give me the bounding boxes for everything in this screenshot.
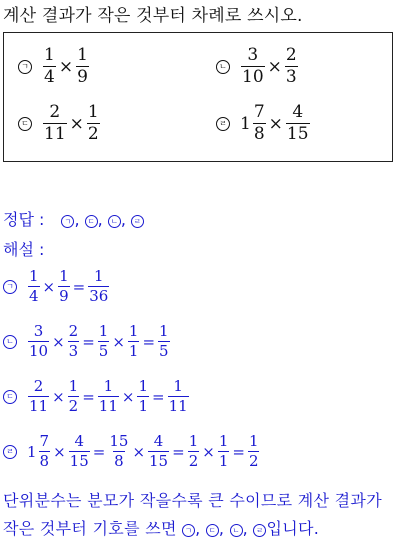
times-sign: ×: [202, 442, 215, 461]
whole-number: 1: [240, 113, 251, 134]
equals-sign: =: [82, 332, 95, 351]
equals-sign: =: [232, 442, 245, 461]
problem-a: [18, 47, 90, 86]
solution-row-c: [3, 379, 190, 414]
fraction: $\frac{1}{11}$: [168, 377, 188, 415]
times-sign: ×: [267, 56, 282, 77]
fraction: $\frac{1}{2}$: [68, 377, 79, 415]
answer-line: 정답 : ㄱ , ㄷ , ㄴ , ㄹ: [3, 207, 144, 230]
equals-sign: =: [152, 387, 165, 406]
fraction: $\frac{2}{3}$: [285, 45, 297, 87]
fraction: $\frac{2}{3}$: [68, 322, 79, 360]
equals-sign: =: [142, 332, 156, 351]
fraction: $\frac{1}{4}$: [29, 267, 39, 305]
marker-rieul: ㄹ: [216, 117, 230, 131]
equals-sign: =: [72, 277, 86, 296]
times-sign: ×: [121, 387, 135, 406]
fraction: $\frac{3}{10}$: [242, 45, 264, 87]
solution-row-a: [3, 269, 110, 304]
fraction: $\frac{1}{1}$: [128, 322, 139, 360]
times-sign: ×: [58, 56, 74, 77]
equals-sign: =: [82, 387, 95, 406]
equals-sign: =: [172, 442, 185, 461]
answer-marker-3: ㄴ: [108, 215, 121, 228]
solution-row-b: [3, 324, 171, 359]
problem-d: [216, 104, 311, 143]
fraction: $\frac{1}{1}$: [218, 432, 229, 470]
problem-b: [216, 47, 299, 86]
times-sign: ×: [42, 277, 56, 296]
marker-giyeok: ㄱ: [18, 60, 32, 74]
times-sign: ×: [112, 332, 125, 351]
marker-nieun: ㄴ: [3, 335, 17, 349]
fraction: $\frac{1}{2}$: [87, 102, 99, 144]
fraction: $\frac{1}{5}$: [98, 322, 109, 360]
explanation-marker-4: ㄹ: [253, 524, 266, 537]
fraction: $\frac{1}{2}$: [248, 432, 259, 470]
explanation-marker-1: ㄱ: [182, 524, 195, 537]
problem-box: [3, 32, 393, 162]
solution-row-d: [3, 434, 260, 469]
answer-marker-4: ㄹ: [131, 215, 144, 228]
times-sign: ×: [52, 332, 65, 351]
question-text: 계산 결과가 작은 것부터 차례로 쓰시오.: [3, 6, 303, 26]
fraction: $\frac{1}{9}$: [77, 45, 88, 87]
answer-marker-1: ㄱ: [61, 215, 74, 228]
fraction: $\frac{1}{11}$: [98, 377, 118, 415]
fraction: $\frac{1}{36}$: [89, 267, 109, 305]
fraction: $\frac{1}{5}$: [159, 322, 169, 360]
marker-nieun: ㄴ: [216, 60, 230, 74]
explanation-marker-3: ㄴ: [230, 524, 243, 537]
solution-label: 해설 :: [3, 240, 45, 259]
marker-giyeok: ㄱ: [3, 280, 17, 294]
fraction: $\frac{2}{11}$: [44, 102, 66, 144]
marker-digeut: ㄷ: [3, 390, 17, 404]
explanation-line-1: 단위분수는 분모가 작을수록 큰 수이므로 계산 결과가: [3, 491, 382, 510]
explanation-marker-2: ㄷ: [206, 524, 219, 537]
fraction: $\frac{1}{4}$: [44, 45, 55, 87]
times-sign: ×: [52, 387, 65, 406]
fraction: $\frac{3}{10}$: [29, 322, 49, 360]
times-sign: ×: [268, 113, 283, 134]
marker-digeut: ㄷ: [18, 117, 32, 131]
answer-label: 정답 :: [3, 210, 45, 229]
whole-number: 1: [27, 442, 37, 461]
fraction: $\frac{7}{8}$: [39, 432, 50, 470]
fraction: $\frac{4}{15}$: [69, 432, 89, 470]
marker-rieul: ㄹ: [3, 445, 17, 459]
problem-c: [18, 104, 101, 143]
fraction: $\frac{4}{15}$: [149, 432, 169, 470]
fraction: $\frac{1}{2}$: [188, 432, 199, 470]
fraction: $\frac{4}{15}$: [286, 102, 309, 144]
equals-sign: =: [92, 442, 106, 461]
answer-marker-2: ㄷ: [85, 215, 98, 228]
fraction: $\frac{7}{8}$: [253, 102, 265, 144]
times-sign: ×: [132, 442, 146, 461]
times-sign: ×: [53, 442, 66, 461]
explanation-line-2: 작은 것부터 기호를 쓰면 ㄱ , ㄷ , ㄴ , ㄹ 입니다.: [3, 519, 320, 538]
fraction: $\frac{1}{1}$: [138, 377, 149, 415]
fraction: $\frac{2}{11}$: [29, 377, 49, 415]
times-sign: ×: [69, 113, 84, 134]
fraction: $\frac{1}{9}$: [59, 267, 69, 305]
fraction: $\frac{15}{8}$: [109, 432, 129, 470]
